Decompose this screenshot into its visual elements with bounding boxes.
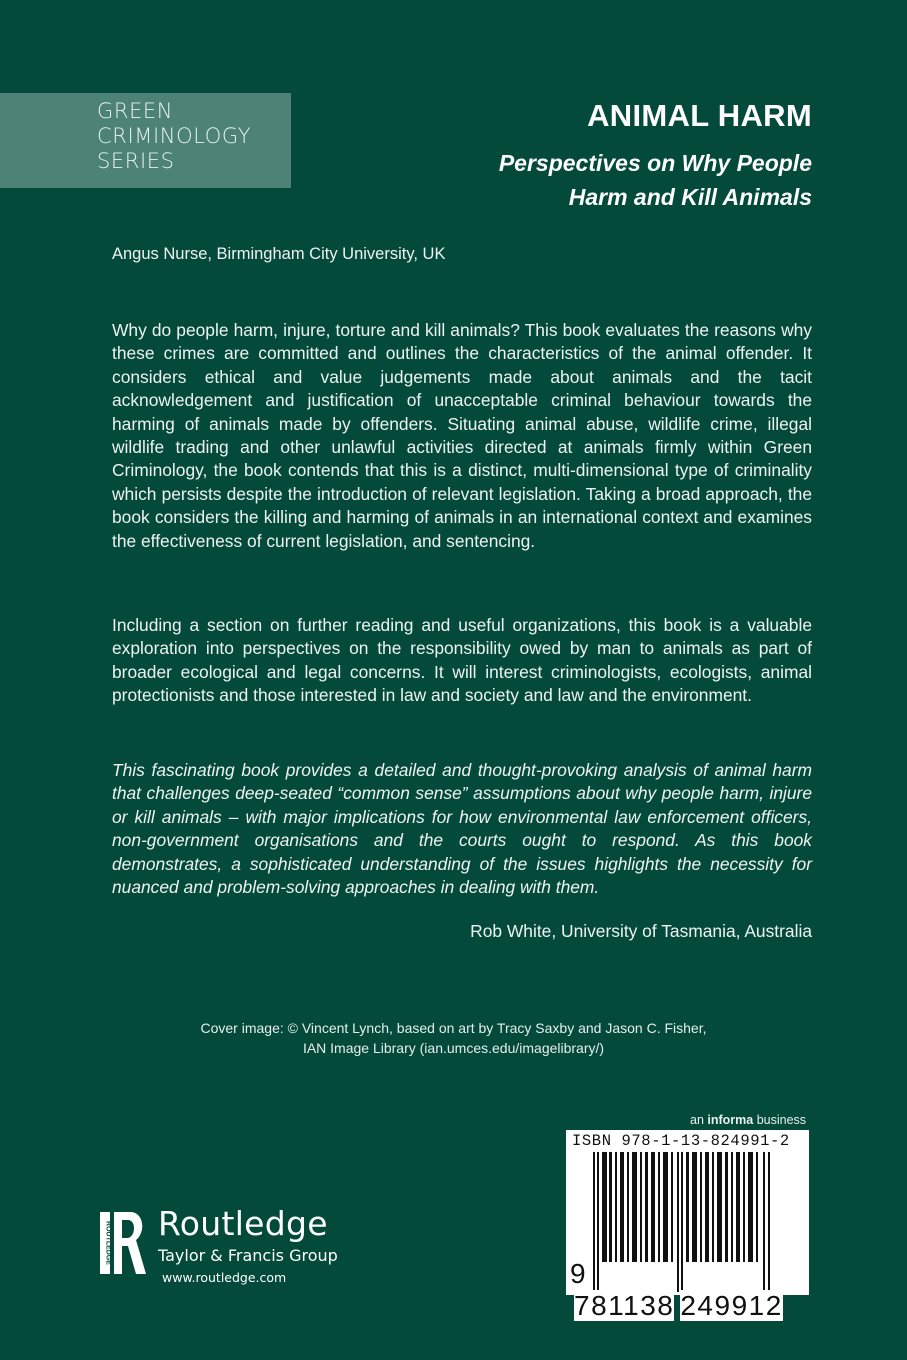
ean-number: [570, 1258, 809, 1322]
informa-tagline: [690, 1113, 806, 1127]
book-subtitle: [499, 146, 812, 214]
description-paragraph-1: Why do people harm, injure, torture and kill animals? This book evaluates the reasons why these crimes are committed and outlines the characteristics of the animal offender. It considers ethical and value judgements made about animals and the tacit acknowledgement and justification of unacceptable criminal behaviour towards the harming of animals made by offenders. Situating animal abuse, wildlife crime, illegal wildlife trading and other unlawful activities directed at animals firmly within Green Criminology, the book contends that this is a distinct, multi-dimensional type of criminality which persists despite the introduction of relevant legislation. Taking a broad approach, the book considers the killing and harming of animals in an international context and examines the effectiveness of current legislation, and sentencing.: [112, 320, 812, 551]
ean-group-1: 781138: [574, 1290, 675, 1321]
routledge-r-icon: [100, 1208, 150, 1278]
endorsement-quote: This fascinating book provides a detailed and thought-provoking analysis of animal harm that challenges deep-seated “common sense” assumptions about why people harm, injure or kill animals – with major implications for how environmental law enforcement officers, non-government organisations and the courts ought to respond. As this book demonstrates, a sophisticated understanding of the issues highlights the necessity for nuanced and problem-solving approaches in dealing with them.: [112, 760, 812, 898]
author-affiliation: Angus Nurse, Birmingham City University, UK: [112, 245, 446, 263]
isbn-label: ISBN 978-1-13-824991-2: [572, 1132, 790, 1150]
book-title: ANIMAL HARM: [587, 98, 812, 133]
series-line-3: SERIES: [97, 149, 175, 173]
series-line-2: CRIMINOLOGY: [97, 124, 252, 148]
informa-suffix: business: [753, 1113, 807, 1127]
ean-lead-digit: 9: [570, 1258, 588, 1289]
informa-brand: informa: [707, 1113, 754, 1127]
subtitle-line-2: Harm and Kill Animals: [568, 184, 812, 210]
publisher-url: www.routledge.com: [162, 1270, 287, 1285]
ean-group-2: 249912: [680, 1290, 783, 1321]
isbn-barcode: [566, 1130, 809, 1321]
series-line-1: GREEN: [97, 99, 174, 123]
series-banner: [0, 93, 291, 188]
credit-line-1: Cover image: © Vincent Lynch, based on art by Tracy Saxby and Jason C. Fisher,: [200, 1020, 707, 1036]
subtitle-line-1: Perspectives on Why People: [498, 150, 812, 176]
title-block: [499, 96, 812, 214]
endorsement-attribution: Rob White, University of Tasmania, Australia: [470, 921, 812, 941]
description-paragraph-2: Including a section on further reading and useful organizations, this book is a valuable exploration into perspectives on the responsibility owed by man to animals as part of broader ecological and legal concerns. It will interest criminologists, ecologists, animal protectionists and those interested in law and society and law and the environment.: [112, 615, 812, 706]
svg-text:ROUTLEDGE: ROUTLEDGE: [104, 1221, 112, 1265]
publisher-group: Taylor & Francis Group: [158, 1246, 338, 1265]
credit-line-2: IAN Image Library (ian.umces.edu/imagelibrary/): [302, 1040, 605, 1056]
publisher-logo: [100, 1200, 360, 1290]
informa-prefix: an: [690, 1113, 708, 1127]
publisher-name: Routledge: [158, 1204, 328, 1243]
cover-image-credit: [0, 1018, 907, 1058]
